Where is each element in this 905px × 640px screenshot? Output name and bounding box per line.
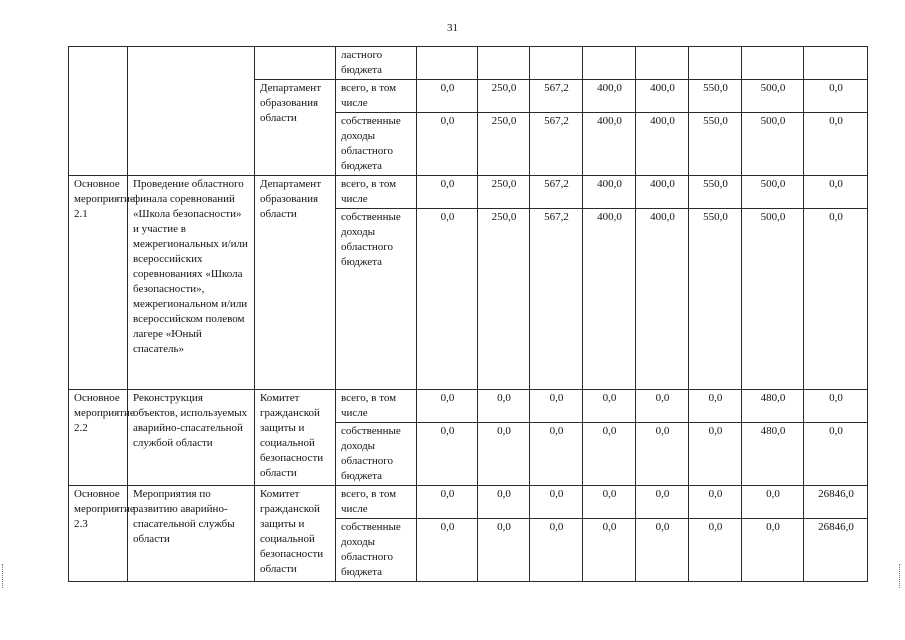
value-cell xyxy=(530,47,583,80)
value-cell: 0,0 xyxy=(636,519,689,582)
value-cell: 0,0 xyxy=(804,209,868,390)
table-row xyxy=(69,390,868,423)
value-cell: 500,0 xyxy=(742,176,804,209)
funding-type-cell: всего, в том числе xyxy=(336,486,417,519)
funding-type-cell: всего, в том числе xyxy=(336,80,417,113)
value-cell: 400,0 xyxy=(636,176,689,209)
value-cell xyxy=(583,47,636,80)
value-cell: 0,0 xyxy=(689,486,742,519)
value-cell: 0,0 xyxy=(804,423,868,486)
value-cell: 0,0 xyxy=(417,486,478,519)
value-cell: 0,0 xyxy=(742,486,804,519)
value-cell: 0,0 xyxy=(530,390,583,423)
value-cell xyxy=(804,47,868,80)
value-cell: 400,0 xyxy=(583,209,636,390)
funding-type-cell: собственные доходы областного бюджета xyxy=(336,519,417,582)
activity-cell: Основное мероприятие 2.2 xyxy=(69,390,128,486)
value-cell: 0,0 xyxy=(417,113,478,176)
page-number: 31 xyxy=(447,22,458,34)
value-cell: 550,0 xyxy=(689,113,742,176)
value-cell: 400,0 xyxy=(636,209,689,390)
value-cell: 26846,0 xyxy=(804,519,868,582)
value-cell: 26846,0 xyxy=(804,486,868,519)
value-cell: 567,2 xyxy=(530,176,583,209)
value-cell: 0,0 xyxy=(636,390,689,423)
value-cell: 0,0 xyxy=(583,390,636,423)
value-cell: 250,0 xyxy=(478,80,530,113)
value-cell: 0,0 xyxy=(636,423,689,486)
funding-type-cell: ластного бюджета xyxy=(336,47,417,80)
activity-name-cell: Мероприятия по развитию аварийно-спасательной службы области xyxy=(128,486,255,582)
executor-cell xyxy=(255,47,336,80)
value-cell: 0,0 xyxy=(804,390,868,423)
value-cell: 0,0 xyxy=(804,113,868,176)
value-cell: 250,0 xyxy=(478,209,530,390)
value-cell: 0,0 xyxy=(689,519,742,582)
value-cell: 500,0 xyxy=(742,209,804,390)
value-cell xyxy=(478,47,530,80)
value-cell: 0,0 xyxy=(804,176,868,209)
value-cell: 400,0 xyxy=(636,113,689,176)
value-cell: 0,0 xyxy=(417,176,478,209)
value-cell: 0,0 xyxy=(478,486,530,519)
funding-type-cell: всего, в том числе xyxy=(336,176,417,209)
value-cell: 0,0 xyxy=(689,423,742,486)
value-cell: 0,0 xyxy=(583,486,636,519)
executor-cell: Департамент образования области xyxy=(255,80,336,176)
value-cell: 250,0 xyxy=(478,176,530,209)
funding-type-cell: собственные доходы областного бюджета xyxy=(336,209,417,390)
value-cell: 250,0 xyxy=(478,113,530,176)
executor-cell: Комитет гражданской защиты и социальной безопасности области xyxy=(255,486,336,582)
value-cell: 0,0 xyxy=(478,390,530,423)
value-cell: 0,0 xyxy=(689,390,742,423)
value-cell: 0,0 xyxy=(530,519,583,582)
value-cell: 480,0 xyxy=(742,390,804,423)
budget-table xyxy=(68,46,868,582)
activity-name-cell: Проведение областного финала соревнований «Школа безопасности» и участие в межрегиональных и/или всероссийских соревнованиях «Школа безопасности», межрегиональном и/или всероссийском полевом лагере «Юный спасатель» xyxy=(128,176,255,390)
table-row xyxy=(69,47,868,80)
funding-type-cell: собственные доходы областного бюджета xyxy=(336,113,417,176)
scan-edge-mark xyxy=(2,564,5,588)
activity-name-cell: Реконструкция объектов, используемых аварийно-спасательной службой области xyxy=(128,390,255,486)
value-cell: 0,0 xyxy=(583,423,636,486)
value-cell xyxy=(742,47,804,80)
value-cell xyxy=(636,47,689,80)
value-cell: 480,0 xyxy=(742,423,804,486)
value-cell: 500,0 xyxy=(742,113,804,176)
table-row xyxy=(69,486,868,519)
activity-cell xyxy=(69,47,128,176)
value-cell: 0,0 xyxy=(742,519,804,582)
value-cell: 400,0 xyxy=(583,80,636,113)
funding-type-cell: собственные доходы областного бюджета xyxy=(336,423,417,486)
value-cell: 0,0 xyxy=(636,486,689,519)
value-cell: 0,0 xyxy=(417,80,478,113)
executor-cell: Комитет гражданской защиты и социальной безопасности области xyxy=(255,390,336,486)
value-cell xyxy=(689,47,742,80)
value-cell: 0,0 xyxy=(478,519,530,582)
value-cell: 500,0 xyxy=(742,80,804,113)
executor-cell: Департамент образования области xyxy=(255,176,336,390)
value-cell: 0,0 xyxy=(417,390,478,423)
value-cell: 0,0 xyxy=(417,209,478,390)
value-cell: 0,0 xyxy=(804,80,868,113)
value-cell: 0,0 xyxy=(417,423,478,486)
value-cell: 400,0 xyxy=(636,80,689,113)
value-cell: 550,0 xyxy=(689,176,742,209)
value-cell: 400,0 xyxy=(583,113,636,176)
scan-edge-mark xyxy=(899,564,902,588)
funding-type-cell: всего, в том числе xyxy=(336,390,417,423)
activity-cell: Основное мероприятие 2.3 xyxy=(69,486,128,582)
value-cell: 0,0 xyxy=(417,519,478,582)
value-cell: 567,2 xyxy=(530,113,583,176)
value-cell: 0,0 xyxy=(530,486,583,519)
value-cell: 550,0 xyxy=(689,209,742,390)
value-cell: 0,0 xyxy=(583,519,636,582)
activity-name-cell xyxy=(128,47,255,176)
value-cell xyxy=(417,47,478,80)
activity-cell: Основное мероприятие 2.1 xyxy=(69,176,128,390)
value-cell: 0,0 xyxy=(478,423,530,486)
value-cell: 567,2 xyxy=(530,209,583,390)
value-cell: 567,2 xyxy=(530,80,583,113)
value-cell: 0,0 xyxy=(530,423,583,486)
table-row xyxy=(69,176,868,209)
value-cell: 400,0 xyxy=(583,176,636,209)
value-cell: 550,0 xyxy=(689,80,742,113)
